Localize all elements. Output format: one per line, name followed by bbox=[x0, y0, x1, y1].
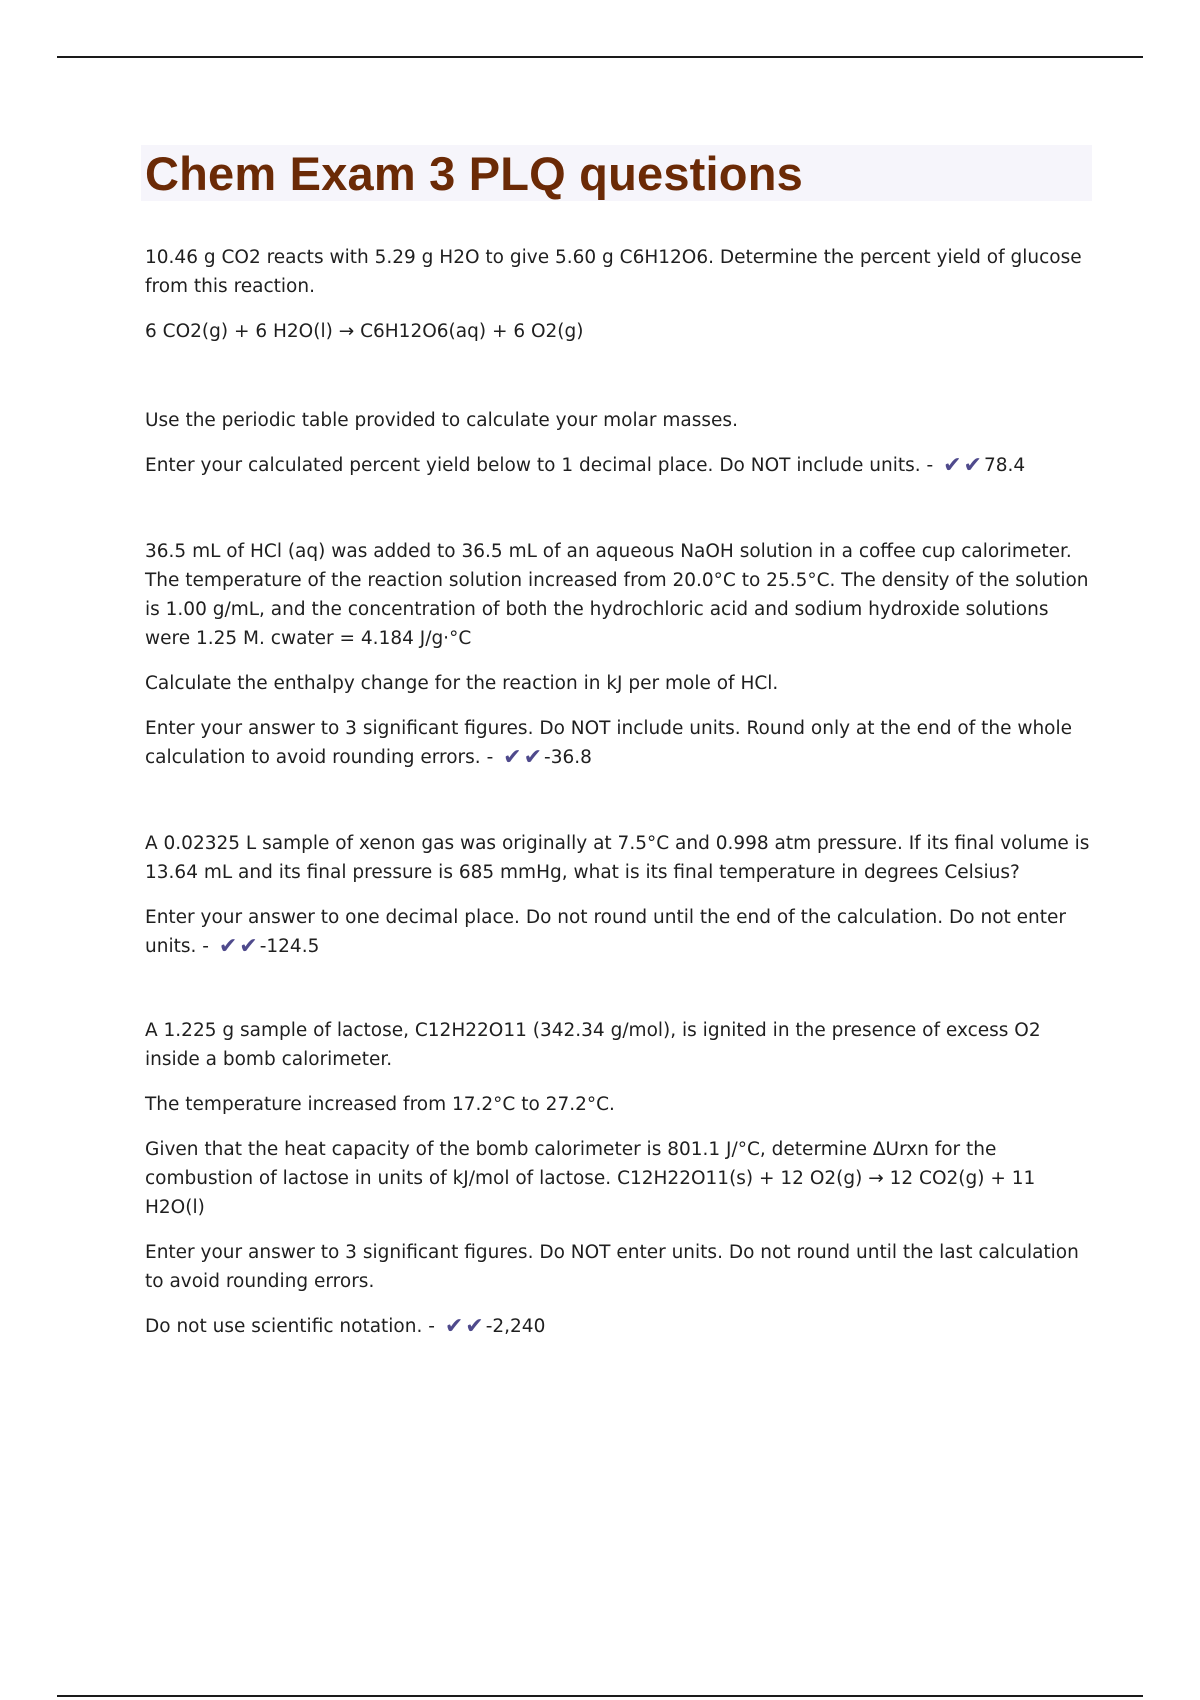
answer-value: -36.8 bbox=[544, 747, 592, 768]
question-1 bbox=[145, 243, 1095, 480]
answer-prompt: Enter your answer to one decimal place. Do not round until the end of the calculation. Do not enter units. bbox=[145, 907, 1067, 957]
answer-line bbox=[145, 903, 1095, 961]
question-text: 10.46 g CO2 reacts with 5.29 g H2O to give 5.60 g C6H12O6. Determine the percent yield of glucose from this reaction. bbox=[145, 247, 1082, 297]
bottom-rule bbox=[57, 1695, 1143, 1697]
question-text: The temperature increased from 17.2°C to 27.2°C. bbox=[145, 1094, 615, 1115]
checkmark-icon: ✔ bbox=[444, 1314, 464, 1339]
page-title: Chem Exam 3 PLQ questions bbox=[145, 147, 803, 200]
question-text: A 1.225 g sample of lactose, C12H22O11 (342.34 g/mol), is ignited in the presence of excess O2 inside a bomb calorimeter. bbox=[145, 1020, 1041, 1070]
answer-prompt: Enter your answer to 3 significant figures. Do NOT include units. Round only at the end of the whole calculation to avoid rounding errors. bbox=[145, 718, 1073, 768]
checkmark-icon: ✔ bbox=[239, 934, 258, 959]
answer-prompt: Enter your calculated percent yield below to 1 decimal place. Do NOT include units. bbox=[145, 455, 921, 476]
question-4 bbox=[145, 1016, 1095, 1341]
question-2 bbox=[145, 537, 1095, 772]
answer-separator: - bbox=[202, 936, 209, 957]
answer-value: 78.4 bbox=[983, 455, 1026, 476]
document-body bbox=[145, 243, 1095, 1396]
checkmark-icon: ✔ bbox=[465, 1314, 484, 1339]
answer-line bbox=[145, 1312, 1095, 1341]
checkmark-icon: ✔ bbox=[963, 453, 982, 478]
question-text: Calculate the enthalpy change for the reaction in kJ per mole of HCl. bbox=[145, 673, 779, 694]
answer-separator: - bbox=[926, 455, 934, 476]
question-text: 36.5 mL of HCl (aq) was added to 36.5 mL of an aqueous NaOH solution in a coffee cup calorimeter. The temperature of the reaction solution increased from 20.0°C to 25.5°C. The density of the solution is 1.00 g/mL, and the concentration of both the hydrochloric acid and sodium hydroxide solutions were 1.25 M. cwater = 4.184 J/g·°C bbox=[145, 541, 1089, 649]
answer-separator: - bbox=[428, 1316, 435, 1337]
answer-line bbox=[145, 714, 1095, 772]
answer-line bbox=[145, 451, 1095, 480]
checkmark-icon: ✔ bbox=[523, 745, 543, 770]
question-text: Enter your answer to 3 significant figures. Do NOT enter units. Do not round until the last calculation to avoid rounding errors. bbox=[145, 1242, 1079, 1292]
reaction-equation: 6 CO2(g) + 6 H2O(l) → C6H12O6(aq) + 6 O2(g) bbox=[145, 321, 584, 342]
question-3 bbox=[145, 829, 1095, 961]
answer-value: -124.5 bbox=[259, 936, 320, 957]
question-text: A 0.02325 L sample of xenon gas was originally at 7.5°C and 0.998 atm pressure. If its final volume is 13.64 mL and its final pressure is 685 mmHg, what is its final temperature in degrees Celsius? bbox=[145, 833, 1090, 883]
answer-value: -2,240 bbox=[485, 1316, 546, 1337]
blank-line bbox=[145, 362, 1095, 391]
answer-prompt: Do not use scientific notation. bbox=[145, 1316, 423, 1337]
answer-separator: - bbox=[486, 747, 494, 768]
question-text: Use the periodic table provided to calculate your molar masses. bbox=[145, 410, 738, 431]
checkmark-icon: ✔ bbox=[943, 453, 962, 478]
checkmark-icon: ✔ bbox=[218, 934, 238, 959]
question-text: Given that the heat capacity of the bomb calorimeter is 801.1 J/°C, determine ΔUrxn for the combustion of lactose in units of kJ/mol of lactose. C12H22O11(s) + 12 O2(g) → 12 CO2(g) + 11 H2O(l) bbox=[145, 1139, 1036, 1218]
checkmark-icon: ✔ bbox=[503, 745, 522, 770]
top-rule bbox=[57, 56, 1143, 58]
